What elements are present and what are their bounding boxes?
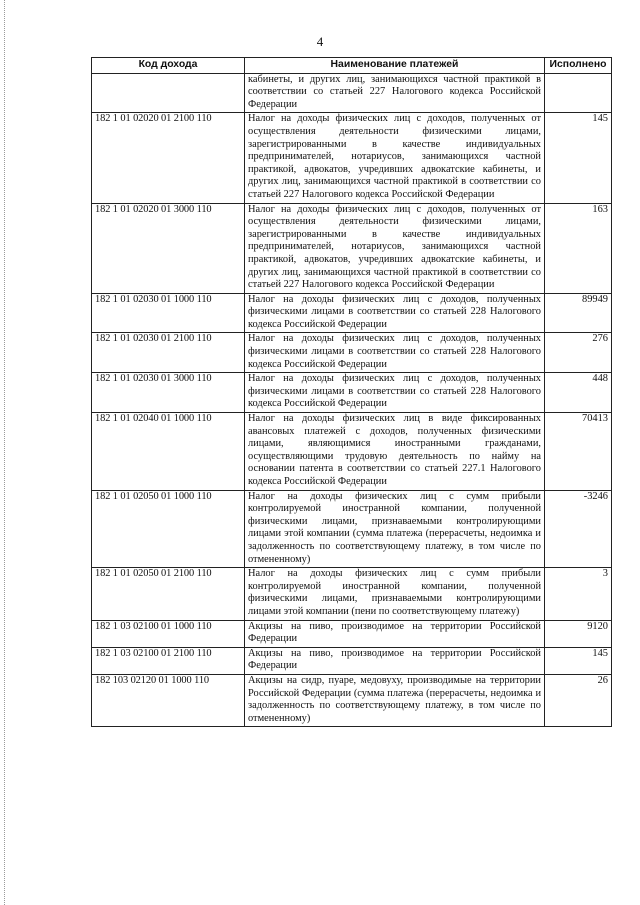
table-row xyxy=(92,333,612,373)
executed-amount: -3246 xyxy=(545,490,612,568)
income-code: 182 1 01 02030 01 2100 110 xyxy=(92,333,245,373)
table-row xyxy=(92,674,612,726)
income-code: 182 1 01 02020 01 2100 110 xyxy=(92,113,245,203)
income-code: 182 1 01 02050 01 1000 110 xyxy=(92,490,245,568)
income-code: 182 1 01 02050 01 2100 110 xyxy=(92,568,245,620)
table-row xyxy=(92,113,612,203)
header-row xyxy=(92,58,612,74)
payment-name: Налог на доходы физических лиц с доходов, полученных от осуществления деятельности физическими лицами, зарегистрированными в качестве индивидуальных предпринимателей, нотариусов, занимающихся частной практикой, адвокатов, учредивших адвокатские кабинеты, и других лиц, занимающихся частной практикой в соответствии со статьей 227 Налогового кодекса Российской Федерации xyxy=(245,203,545,293)
payment-name: Налог на доходы физических лиц с сумм прибыли контролируемой иностранной компании, полученной физическими лицами, признаваемыми контролирующими лицами этой компании (сумма платежа (перерасчеты, недоимка и задолженность по соответствующему платежу, в том числе по отмененному) xyxy=(245,490,545,568)
page-number: 4 xyxy=(316,34,324,49)
income-code: 182 1 01 02020 01 3000 110 xyxy=(92,203,245,293)
table-row xyxy=(92,73,612,113)
table-header xyxy=(92,58,612,74)
income-code: 182 1 03 02100 01 1000 110 xyxy=(92,620,245,647)
executed-amount: 26 xyxy=(545,674,612,726)
table-row xyxy=(92,203,612,293)
income-code: 182 1 03 02100 01 2100 110 xyxy=(92,647,245,674)
payment-name: Налог на доходы физических лиц с доходов, полученных от осуществления деятельности физическими лицами, зарегистрированными в качестве индивидуальных предпринимателей, нотариусов, занимающихся частной практикой, адвокатов, учредивших адвокатские кабинеты, и других лиц, занимающихся частной практикой в соответствии со статьей 227 Налогового кодекса Российской Федерации xyxy=(245,113,545,203)
executed-amount: 163 xyxy=(545,203,612,293)
income-code: 182 103 02120 01 1000 110 xyxy=(92,674,245,726)
executed-amount: 145 xyxy=(545,647,612,674)
table-body xyxy=(92,73,612,727)
table-row xyxy=(92,293,612,333)
income-code: 182 1 01 02030 01 3000 110 xyxy=(92,373,245,413)
income-code: 182 1 01 02030 01 1000 110 xyxy=(92,293,245,333)
header-code: Код дохода xyxy=(92,58,245,74)
income-code xyxy=(92,73,245,113)
table-row xyxy=(92,568,612,620)
payment-name: Налог на доходы физических лиц с доходов, полученных физическими лицами в соответствии со статьей 228 Налогового кодекса Российской Федерации xyxy=(245,333,545,373)
table-row xyxy=(92,490,612,568)
payment-name: Акцизы на пиво, производимое на территории Российской Федерации xyxy=(245,620,545,647)
executed-amount: 70413 xyxy=(545,413,612,491)
table-row xyxy=(92,373,612,413)
table-row xyxy=(92,413,612,491)
payment-name: Налог на доходы физических лиц с сумм прибыли контролируемой иностранной компании, полученной физическими лицами, признаваемыми контролирующими лицами этой компании (пени по соответствующему платежу) xyxy=(245,568,545,620)
income-code: 182 1 01 02040 01 1000 110 xyxy=(92,413,245,491)
executed-amount: 276 xyxy=(545,333,612,373)
executed-amount: 145 xyxy=(545,113,612,203)
executed-amount xyxy=(545,73,612,113)
header-name: Наименование платежей xyxy=(245,58,545,74)
header-done: Исполнено xyxy=(545,58,612,74)
executed-amount: 9120 xyxy=(545,620,612,647)
payment-name: Налог на доходы физических лиц с доходов, полученных физическими лицами в соответствии со статьей 228 Налогового кодекса Российской Федерации xyxy=(245,293,545,333)
executed-amount: 89949 xyxy=(545,293,612,333)
table-row xyxy=(92,647,612,674)
income-table xyxy=(91,57,612,727)
payment-name: кабинеты, и других лиц, занимающихся частной практикой в соответствии со статьей 227 Налогового кодекса Российской Федерации xyxy=(245,73,545,113)
executed-amount: 448 xyxy=(545,373,612,413)
scan-edge-line xyxy=(4,0,5,905)
payment-name: Акцизы на пиво, производимое на территории Российской Федерации xyxy=(245,647,545,674)
payment-name: Акцизы на сидр, пуаре, медовуху, производимые на территории Российской Федерации (сумма платежа (перерасчеты, недоимка и задолженность по соответствующему платежу, в том числе по отмененному) xyxy=(245,674,545,726)
payment-name: Налог на доходы физических лиц в виде фиксированных авансовых платежей с доходов, полученных физическими лицами, являющимися иностранными гражданами, осуществляющими трудовую деятельность по найму на основании патента в соответствии со статьей 227.1 Налогового кодекса Российской Федерации xyxy=(245,413,545,491)
table-row xyxy=(92,620,612,647)
payment-name: Налог на доходы физических лиц с доходов, полученных физическими лицами в соответствии со статьей 228 Налогового кодекса Российской Федерации xyxy=(245,373,545,413)
executed-amount: 3 xyxy=(545,568,612,620)
